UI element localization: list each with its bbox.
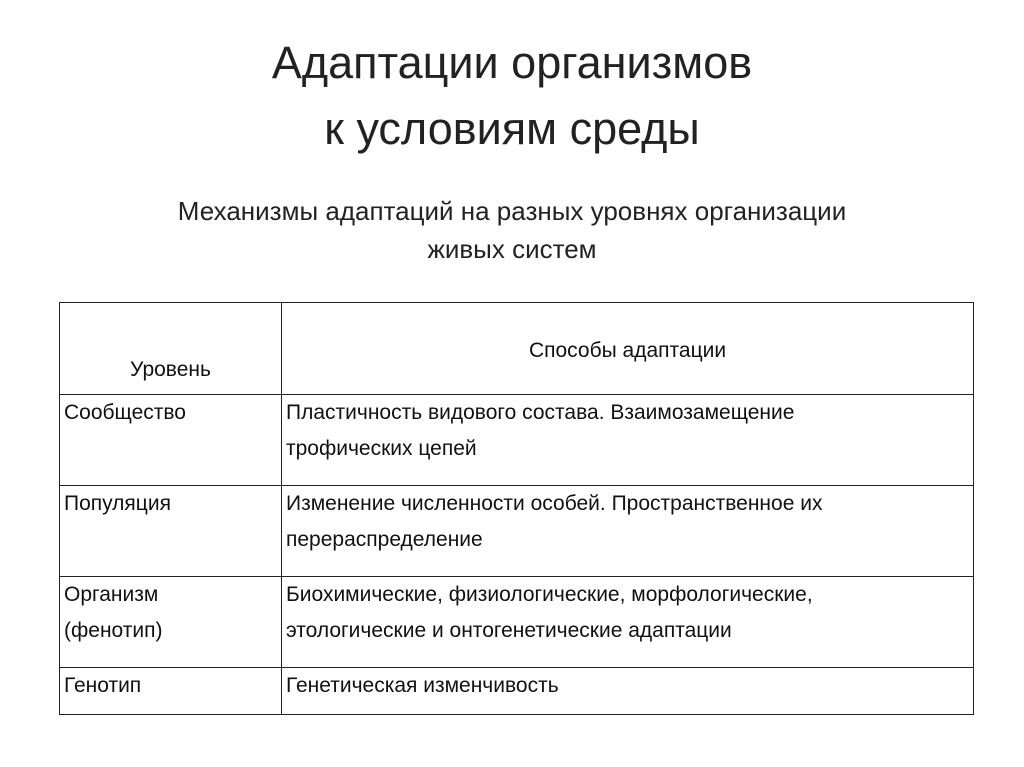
cell-ways <box>282 395 974 486</box>
cell-ways <box>282 486 974 577</box>
cell-level <box>60 577 282 668</box>
cell-ways-line: Пластичность видового состава. Взаимозамещение <box>286 401 795 424</box>
cell-level-line: Популяция <box>64 492 171 515</box>
cell-ways <box>282 577 974 668</box>
table-row <box>60 577 974 668</box>
slide-title <box>0 30 1024 162</box>
cell-ways-line: трофических цепей <box>286 437 477 460</box>
slide-subtitle <box>0 192 1024 268</box>
table-row <box>60 395 974 486</box>
slide-subtitle-line-1: Механизмы адаптаций на разных уровнях организации <box>177 196 847 226</box>
header-ways: Способы адаптации <box>282 303 974 395</box>
adaptation-table <box>59 302 974 715</box>
cell-level <box>60 668 282 715</box>
table-row <box>60 668 974 715</box>
cell-level <box>60 395 282 486</box>
cell-level <box>60 486 282 577</box>
header-level: Уровень <box>60 303 282 395</box>
table-row <box>60 486 974 577</box>
table-header-row <box>60 303 974 395</box>
cell-ways-line: перераспределение <box>286 528 483 551</box>
cell-ways-line: этологические и онтогенетические адаптации <box>286 619 732 642</box>
slide-subtitle-line-2: живых систем <box>427 234 597 264</box>
cell-ways-line: Изменение численности особей. Пространственное их <box>286 492 823 515</box>
cell-level-line: Сообщество <box>64 401 186 424</box>
cell-level-line: Организм <box>64 583 159 606</box>
slide-title-line-1: Адаптации организмов <box>271 37 753 88</box>
cell-level-line: Генотип <box>64 674 142 697</box>
cell-ways <box>282 668 974 715</box>
cell-ways-line: Генетическая изменчивость <box>286 674 559 697</box>
cell-level-line: (фенотип) <box>64 619 163 642</box>
slide-title-line-2: к условиям среды <box>324 103 700 154</box>
cell-ways-line: Биохимические, физиологические, морфологические, <box>286 583 813 606</box>
